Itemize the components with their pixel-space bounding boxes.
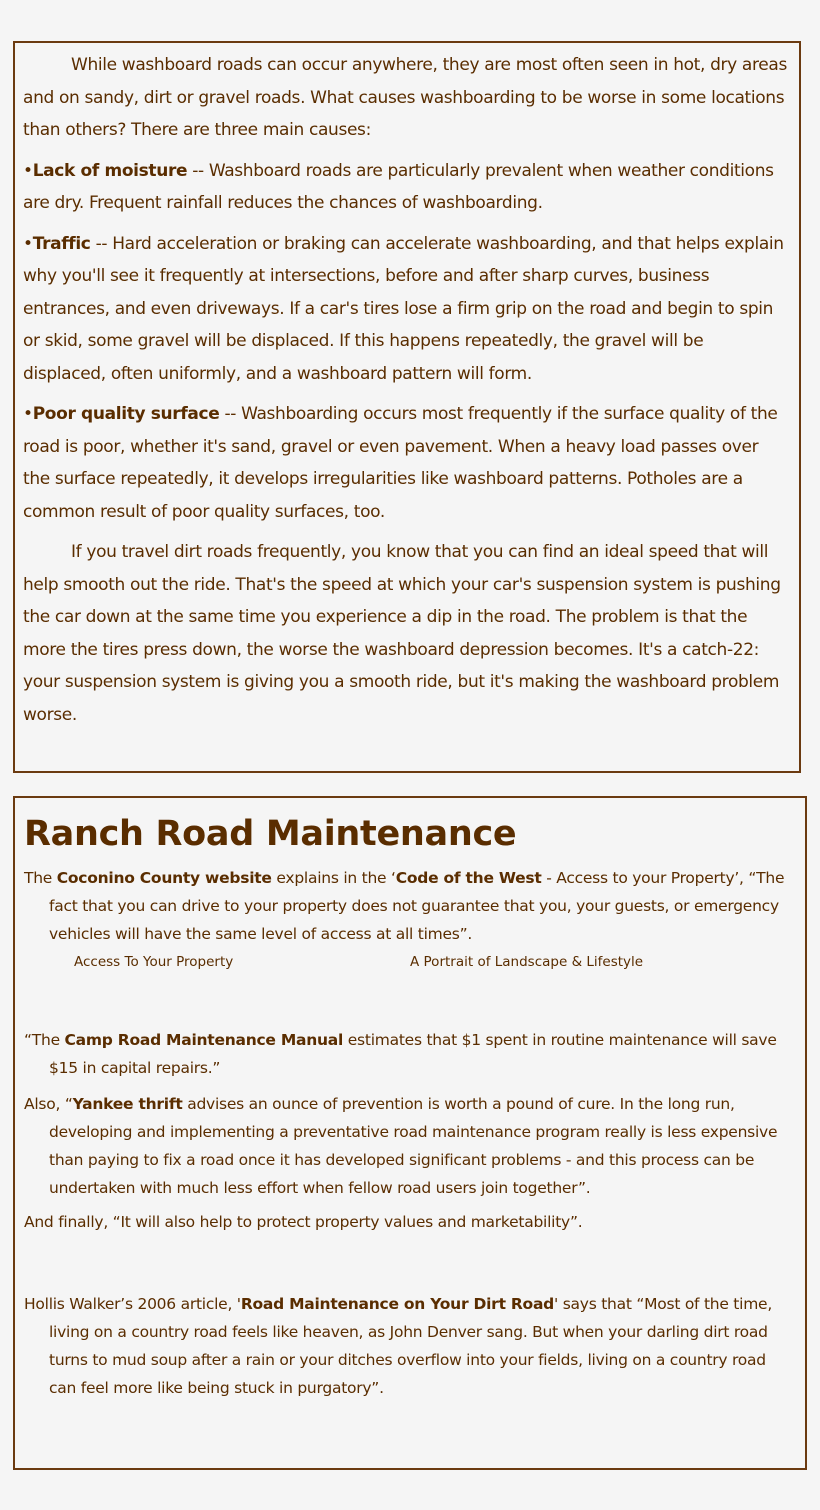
bullet-icon: •	[23, 160, 33, 181]
yankee-paragraph: Also, “Yankee thrift advises an ounce of prevention is worth a pound of cure. In the long run, developing and implementing a preventative road maintenance program really is less expensive than paying to fix a road once it has developed significant problems - and this process can be undertaken with much less effort when fellow road users join together”.	[24, 1095, 778, 1197]
camp-paragraph: “The Camp Road Maintenance Manual estimates that $1 spent in routine maintenance will save $15 in capital repairs.”	[24, 1031, 777, 1077]
road-maintenance-panel	[13, 796, 807, 1470]
bullet-icon: •	[23, 233, 33, 254]
bullet-icon: •	[23, 404, 33, 424]
cause-surface: •Poor quality surface -- Washboarding occurs most frequently if the surface quality of the road is poor, whether it's sand, gravel or even pavement. When a heavy load passes over the surface repeatedly, it develops irregularities like washboard patterns. Potholes are a common result of poor quality surfaces, too.	[23, 404, 778, 522]
yankee-thrift-link[interactable]: Yankee thrift	[72, 1095, 183, 1113]
code-of-west-link[interactable]: Code of the West	[395, 869, 542, 887]
washboard-causes-panel	[13, 41, 801, 773]
reference-links	[24, 954, 797, 982]
finally-paragraph: And finally, “It will also help to protect property values and marketability”.	[24, 1213, 583, 1231]
portrait-landscape-link[interactable]: A Portrait of Landscape & Lifestyle	[410, 954, 644, 970]
coconino-paragraph: The Coconino County website explains in the ‘Code of the West - Access to your Property’, “The fact that you can drive to your property does not guarantee that you, your guests, or emergency vehicles will have the same level of access at all times”.	[24, 869, 785, 943]
cause-moisture: •Lack of moisture -- Washboard roads are particularly prevalent when weather conditions are dry. Frequent rainfall reduces the chances of washboarding.	[23, 160, 774, 213]
access-property-link[interactable]: Access To Your Property	[74, 954, 234, 970]
section-title: Ranch Road Maintenance	[24, 814, 517, 854]
closing-paragraph: If you travel dirt roads frequently, you know that you can find an ideal speed that will help smooth out the ride. That's the speed at which your car's suspension system is pushing the car down at the same time you experience a dip in the road. The problem is that the more the tires press down, the worse the washboard depression becomes. It's a catch-22: your suspension system is giving you a smooth ride, but it's making the washboard problem worse.	[23, 542, 781, 725]
camp-manual-link[interactable]: Camp Road Maintenance Manual	[64, 1031, 344, 1049]
hollis-paragraph: Hollis Walker’s 2006 article, 'Road Maintenance on Your Dirt Road' says that “Most of the time, living on a country road feels like heaven, as John Denver sang. But when your darling dirt road turns to mud soup after a rain or your ditches overflow into your fields, living on a country road can feel more like being stuck in purgatory”.	[24, 1295, 772, 1397]
coconino-link[interactable]: Coconino County website	[56, 869, 272, 887]
cause-term: Traffic	[32, 233, 91, 254]
cause-term: Poor quality surface	[32, 404, 220, 424]
dirt-road-article-link[interactable]: Road Maintenance on Your Dirt Road	[240, 1295, 555, 1313]
cause-traffic: •Traffic -- Hard acceleration or braking can accelerate washboarding, and that helps explain why you'll see it frequently at intersections, before and after sharp curves, business entrances, and even driveways. If a car's tires lose a firm grip on the road and begin to spin or skid, some gravel will be displaced. If this happens repeatedly, the gravel will be displaced, often uniformly, and a washboard pattern will form.	[23, 233, 784, 384]
intro-paragraph: While washboard roads can occur anywhere, they are most often seen in hot, dry areas and on sandy, dirt or gravel roads. What causes washboarding to be worse in some locations than others? There are three main causes:	[23, 55, 787, 140]
cause-term: Lack of moisture	[32, 160, 188, 181]
